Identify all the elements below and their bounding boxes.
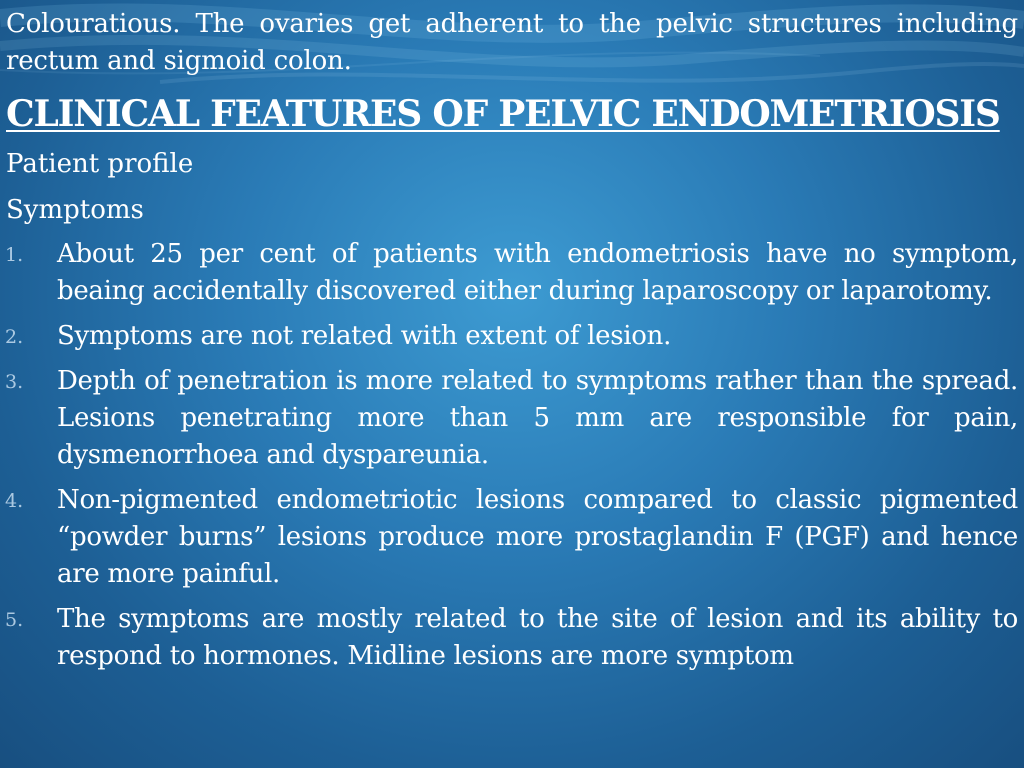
list-item-number: 1.	[5, 244, 24, 266]
list-item-text: Symptoms are not related with extent of lesion.	[57, 321, 672, 351]
list-item	[0, 601, 1024, 675]
symptoms-label: Symptoms	[6, 195, 144, 225]
list-item	[0, 363, 1024, 474]
list-item-text: Non-pigmented endometriotic lesions compared to classic pigmented “powder burns” lesions produce more prostaglandin F (PGF) and hence are more painful.	[57, 485, 1018, 589]
list-item	[0, 236, 1024, 310]
intro-paragraph: Colouratious. The ovaries get adherent to the pelvic structures including rectum and sigmoid colon.	[6, 9, 1018, 76]
symptoms-list	[0, 236, 1024, 683]
list-item-text: About 25 per cent of patients with endometriosis have no symptom, beaing accidentally discovered either during laparoscopy or laparotomy.	[57, 239, 1018, 306]
patient-profile-label: Patient profile	[6, 149, 194, 179]
list-item-number: 3.	[5, 371, 24, 393]
list-item-number: 4.	[5, 490, 24, 512]
list-item-text: Depth of penetration is more related to symptoms rather than the spread. Lesions penetrating more than 5 mm are responsible for pain, dysmenorrhoea and dyspareunia.	[57, 366, 1018, 470]
list-item-number: 2.	[5, 326, 24, 348]
slide-heading: CLINICAL FEATURES OF PELVIC ENDOMETRIOSIS	[6, 93, 1000, 135]
list-item-text: The symptoms are mostly related to the site of lesion and its ability to respond to hormones. Midline lesions are more symptom	[57, 604, 1018, 671]
list-item-number: 5.	[5, 609, 24, 631]
list-item	[0, 482, 1024, 593]
list-item	[0, 318, 1024, 355]
